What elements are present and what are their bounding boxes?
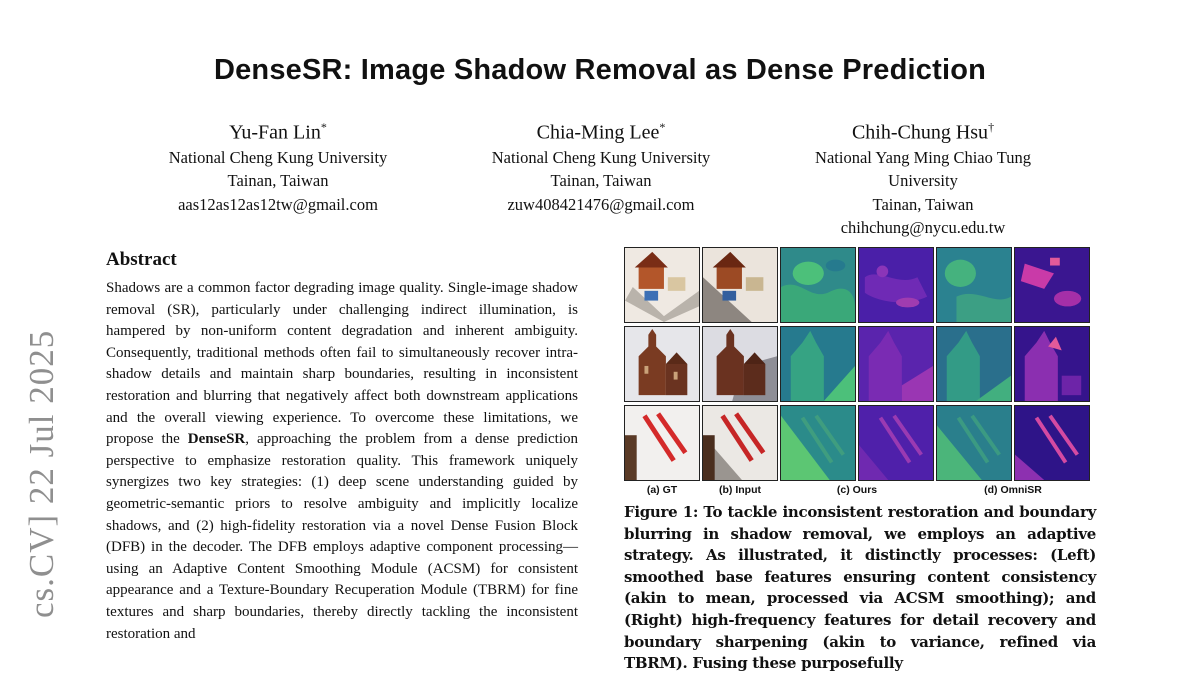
author-affiliation: National Cheng Kung University (168, 147, 388, 167)
omnisr-mean-feature-3 (936, 405, 1012, 481)
author-name: Chia-Ming Lee* (536, 120, 666, 144)
author-affiliation: National Cheng Kung University (491, 147, 711, 167)
figure-image-grid (624, 247, 1094, 481)
abstract-heading: Abstract (106, 249, 177, 270)
gt-image-2 (624, 326, 700, 402)
author-email[interactable]: chihchung@nycu.edu.tw (840, 218, 1006, 238)
omnisr-variance-feature-2 (1014, 326, 1090, 402)
author-location: Tainan, Taiwan (227, 171, 329, 191)
ours-mean-feature-1 (780, 247, 856, 323)
omnisr-variance-feature-3 (1014, 405, 1090, 481)
ours-variance-feature-3 (858, 405, 934, 481)
abstract-text: Shadows are a common factor degrading image quality. Single-image shadow removal (SR), particularly under challenging indirect illumination, is hampered by non-uniform content degradation and inherent ambiguity. Consequently, traditional methods often fail to simultaneously recover intra-shadow details and maintain sharp boundaries, resulting in inconsistent restoration and blurring that negatively affect both downstream applications and the overall viewing experience. To overcome these limitations, we propose the DenseSR, approaching the problem from a dense prediction perspective to emphasize restoration quality. This framework uniquely synergizes two key strategies: (1) deep scene understanding guided by geometric-semantic priors to resolve ambiguity and implicitly localize shadows, and (2) high-fidelity restoration via a novel Dense Fusion Block (DFB) in the decoder. The DFB employs adaptive component processing—using an Adaptive Content Smoothing Module (ACSM) for consistent appearance and a Texture-Boundary Recuperation Module (TBRM) for fine textures and sharp boundaries, thereby directly tackling the inconsistent restoration and (106, 280, 578, 642)
author-name: Chih-Chung Hsu† (851, 120, 995, 144)
ours-mean-feature-2 (780, 326, 856, 402)
omnisr-variance-feature-1 (1014, 247, 1090, 323)
sub-caption-ours: (c) Ours (836, 484, 878, 496)
sub-caption-gt: (a) GT (646, 484, 678, 496)
input-image-3 (702, 405, 778, 481)
ours-mean-feature-3 (780, 405, 856, 481)
author-location: Tainan, Taiwan (550, 171, 652, 191)
ours-variance-feature-2 (858, 326, 934, 402)
omnisr-mean-feature-2 (936, 326, 1012, 402)
method-name: DenseSR (187, 431, 246, 448)
input-image-1 (702, 247, 778, 323)
input-image-2 (702, 326, 778, 402)
paper-title: DenseSR: Image Shadow Removal as Dense Prediction (213, 54, 987, 86)
author-block-3 (773, 114, 1073, 240)
gt-image-3 (624, 405, 700, 481)
sub-caption-omnisr: (d) OmniSR (984, 484, 1042, 496)
author-block-2 (451, 114, 751, 216)
author-block-1 (128, 114, 428, 216)
omnisr-mean-feature-1 (936, 247, 1012, 323)
ours-variance-feature-1 (858, 247, 934, 323)
arxiv-stamp (16, 330, 76, 648)
author-affiliation: National Yang Ming Chiao Tung (815, 147, 1031, 167)
figure-sub-captions (624, 484, 1094, 498)
figure-1 (624, 247, 1094, 498)
author-email[interactable]: aas12as12as12tw@gmail.com (178, 194, 378, 214)
author-affiliation-cont: University (888, 171, 958, 191)
gt-image-1 (624, 247, 700, 323)
arxiv-stamp-text: cs.CV] 22 Jul 2025 (22, 330, 61, 619)
author-location: Tainan, Taiwan (872, 194, 974, 214)
figure-caption: Figure 1: To tackle inconsistent restoration and boundary blurring in shadow removal, we employs an adaptive strategy. As illustrated, it distinctly processes: (Left) smoothed base features ensuring content consistency (akin to mean, processed via ACSM smoothing); and (Right) high-frequency features for detail recovery and boundary sharpening (akin to variance, refined via TBRM). Fusing these purposefully (624, 503, 1096, 673)
sub-caption-input: (b) Input (719, 484, 761, 496)
author-name: Yu-Fan Lin* (229, 120, 327, 144)
author-email[interactable]: zuw408421476@gmail.com (507, 194, 695, 214)
